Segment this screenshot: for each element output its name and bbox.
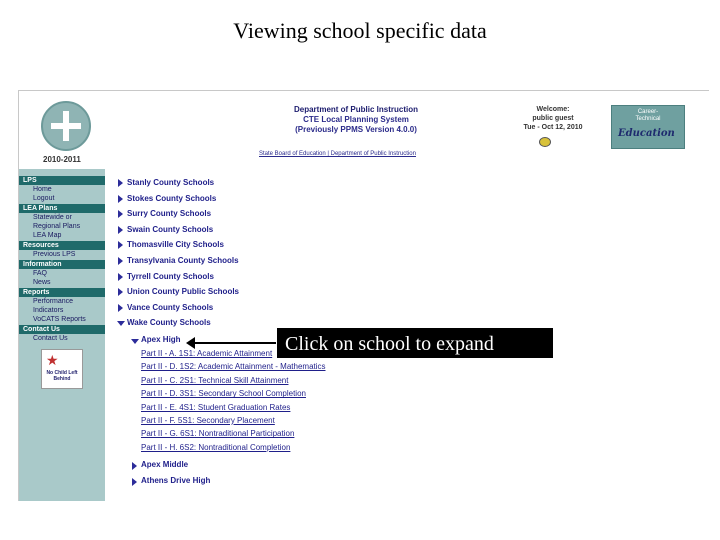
expand-arrow-icon xyxy=(118,210,123,218)
sidebar-item-previous-lps[interactable]: Previous LPS xyxy=(33,251,76,258)
cte-line-1: Career- xyxy=(637,109,659,115)
sidebar-head-resources: Resources xyxy=(19,241,105,250)
header-links[interactable]: State Board of Education | Department of Public Instruction xyxy=(259,151,416,157)
sidebar-head-information: Information xyxy=(19,260,105,269)
welcome-user: public guest xyxy=(532,115,574,122)
department-title xyxy=(281,105,431,135)
welcome-block xyxy=(513,105,593,132)
expand-arrow-icon xyxy=(118,273,123,281)
school-item[interactable]: Stokes County Schools xyxy=(117,191,377,207)
expand-arrow-icon xyxy=(118,257,123,265)
expand-arrow-icon xyxy=(118,179,123,187)
expand-arrow-icon xyxy=(118,241,123,249)
report-parts-list xyxy=(141,347,326,454)
sidebar-item-news[interactable]: News xyxy=(33,279,51,286)
report-part-link[interactable]: Part II - G. 6S1: Nontraditional Participation xyxy=(141,429,295,439)
expand-arrow-icon xyxy=(118,226,123,234)
expand-arrow-icon xyxy=(118,288,123,296)
report-part-link[interactable]: Part II - F. 5S1: Secondary Placement xyxy=(141,415,275,425)
welcome-line-1: Welcome: xyxy=(536,106,570,113)
report-part-link[interactable]: Part II - H. 6S2: Nontraditional Completion xyxy=(141,442,291,452)
collapse-arrow-icon xyxy=(131,339,139,344)
school-item[interactable]: Swain County Schools xyxy=(117,222,377,238)
year-label: 2010-2011 xyxy=(43,155,81,164)
header-bar xyxy=(19,91,709,169)
expand-arrow-icon xyxy=(132,478,137,486)
school-item[interactable]: Vance County Schools xyxy=(117,300,377,316)
dpi-logo-icon xyxy=(41,101,91,151)
collapse-arrow-icon xyxy=(117,321,125,326)
school-item[interactable]: Thomasville City Schools xyxy=(117,237,377,253)
sidebar-item-vocats-reports[interactable]: VoCATS Reports xyxy=(33,316,86,323)
school-item[interactable]: Union County Public Schools xyxy=(117,284,377,300)
report-part-link[interactable]: Part II - A. 1S1: Academic Attainment xyxy=(141,349,273,358)
star-icon: ★ xyxy=(46,352,59,368)
expand-arrow-icon xyxy=(118,195,123,203)
school-item[interactable]: Stanly County Schools xyxy=(117,175,377,191)
sidebar-nav xyxy=(19,175,105,343)
report-part-link[interactable]: Part II - D. 3S1: Secondary School Completion xyxy=(141,389,306,399)
school-item[interactable]: Tyrrell County Schools xyxy=(117,269,377,285)
sidebar-item-contact-us[interactable]: Contact Us xyxy=(33,335,68,342)
nclb-logo xyxy=(41,349,83,389)
school-list xyxy=(117,175,377,331)
report-part-link[interactable]: Part II - C. 2S1: Technical Skill Attainment xyxy=(141,375,289,385)
sidebar-item-regional-plans[interactable]: Regional Plans xyxy=(33,223,81,230)
sidebar-head-reports: Reports xyxy=(19,288,105,297)
slide-title: Viewing school specific data xyxy=(233,18,487,43)
sidebar-item-statewide[interactable]: Statewide or xyxy=(33,214,72,221)
cte-logo xyxy=(611,105,685,149)
school-apex-high[interactable]: Apex High xyxy=(131,333,181,347)
dept-line-2: CTE Local Planning System xyxy=(303,115,409,124)
callout-arrow xyxy=(194,342,276,344)
cte-education-text: Education xyxy=(618,128,675,139)
sidebar-head-lps: LPS xyxy=(19,176,105,185)
screenshot-panel xyxy=(18,90,709,501)
sidebar-item-logout[interactable]: Logout xyxy=(33,195,55,202)
sidebar-item-faq[interactable]: FAQ xyxy=(33,270,48,277)
expand-arrow-icon xyxy=(132,462,137,470)
sidebar-item-lea-map[interactable]: LEA Map xyxy=(33,232,62,239)
dept-line-1: Department of Public Instruction xyxy=(293,105,418,114)
dept-line-3: (Previously PPMS Version 4.0.0) xyxy=(295,125,417,134)
report-part-link[interactable]: Part II - D. 1S2: Academic Attainment - Mathematics xyxy=(141,362,326,372)
sidebar-item-home[interactable]: Home xyxy=(33,186,52,193)
school-item-expanded[interactable]: Wake County Schools xyxy=(117,315,377,331)
cte-line-2: Technical xyxy=(635,116,661,122)
sidebar-head-lea-plans: LEA Plans xyxy=(19,204,105,213)
report-part-link[interactable]: Part II - E. 4S1: Student Graduation Rates xyxy=(141,402,291,412)
callout-box: Click on school to expand xyxy=(276,327,554,359)
expand-arrow-icon xyxy=(118,304,123,312)
school-athens-drive-high[interactable]: Athens Drive High xyxy=(131,474,210,488)
arrow-head-icon xyxy=(186,337,195,349)
school-item[interactable]: Transylvania County Schools xyxy=(117,253,377,269)
sidebar-item-indicators[interactable]: Indicators xyxy=(33,307,64,314)
nclb-label: No Child Left Behind xyxy=(46,370,78,382)
sidebar-item-performance[interactable]: Performance xyxy=(33,298,74,305)
sidebar-head-contact: Contact Us xyxy=(19,325,105,334)
school-item[interactable]: Surry County Schools xyxy=(117,206,377,222)
welcome-date: Tue - Oct 12, 2010 xyxy=(523,124,583,131)
help-icon[interactable] xyxy=(539,137,551,147)
school-apex-middle[interactable]: Apex Middle xyxy=(131,458,188,472)
